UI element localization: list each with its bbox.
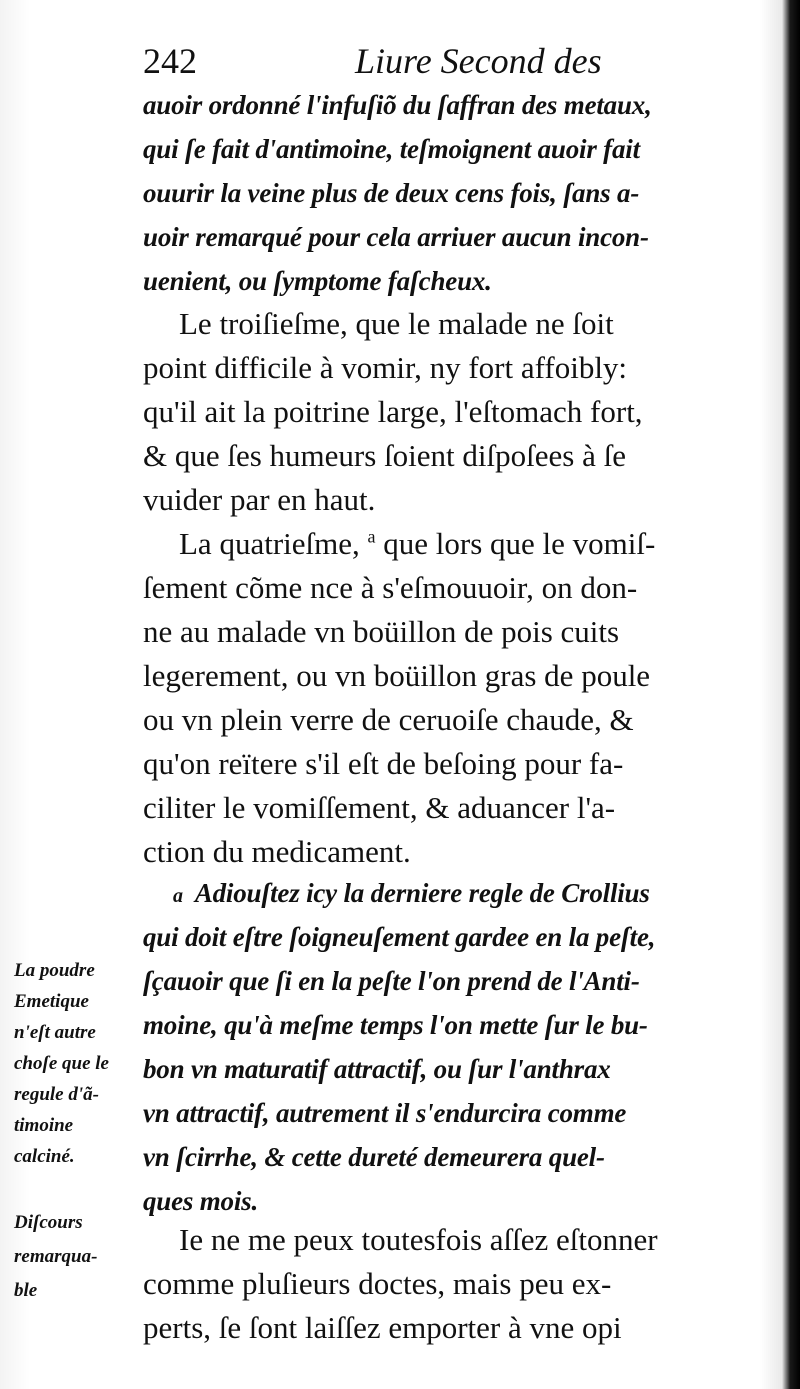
- text-line: vn attractif, autrement il s'endurcira comme: [143, 1098, 627, 1128]
- text-line: uenient, ou ſymptome faſcheux.: [143, 266, 492, 296]
- text-fragment: Adiouſtez icy la derniere regle de Crollius: [194, 878, 650, 908]
- text-line: ciliter le vomiſſement, & aduancer l'a-: [143, 790, 616, 825]
- margin-note-line: ble: [14, 1280, 38, 1301]
- page-number: 242: [143, 41, 197, 81]
- margin-note-line: calciné.: [14, 1146, 75, 1167]
- text-line: ſçauoir que ſi en la peſte l'on prend de l'Anti-: [143, 966, 640, 996]
- margin-note-line: timoine: [14, 1115, 74, 1136]
- text-line: uoir remarqué pour cela arriuer aucun incon-: [143, 222, 649, 252]
- footnote-marker: a: [173, 885, 183, 907]
- running-head: [0, 40, 800, 90]
- margin-note-line: La poudre: [14, 960, 95, 981]
- text-line: Le troiſieſme, que le malade ne ſoit: [179, 306, 614, 341]
- text-line: moine, qu'à meſme temps l'on mette ſur le bu-: [143, 1010, 648, 1040]
- margin-note-line: choſe que le: [14, 1053, 109, 1074]
- text-line: ou vn plein verre de ceruoiſe chaude, &: [143, 702, 634, 737]
- text-line: [143, 878, 798, 922]
- text-line: ques mois.: [143, 1186, 259, 1216]
- text-line: qu'il ait la poitrine large, l'eſtomach fort,: [143, 394, 643, 429]
- margin-note-line: remarqua-: [14, 1246, 98, 1267]
- text-line: bon vn maturatif attractif, ou ſur l'anthrax: [143, 1054, 611, 1084]
- text-line: perts, ſe ſont laiſſez emporter à vne opi: [143, 1310, 622, 1345]
- text-line: & que ſes humeurs ſoient diſpoſees à ſe: [143, 438, 626, 473]
- text-line: ouurir la veine plus de deux cens fois, ſans a-: [143, 178, 640, 208]
- margin-note-line: Diſcours: [14, 1212, 83, 1233]
- text-line: ne au malade vn boüillon de pois cuits: [143, 614, 620, 649]
- text-line: qui ſe fait d'antimoine, teſmoignent auoir fait: [143, 134, 640, 164]
- paragraph-lead: La quatrieſme,: [179, 526, 360, 561]
- text-line: [143, 526, 800, 570]
- margin-note-line: n'eſt autre: [14, 1022, 96, 1043]
- margin-note-line: regule d'ã-: [14, 1084, 99, 1105]
- footnote-marker: a: [367, 526, 376, 547]
- text-line: vn ſcirrhe, & cette dureté demeurera quel-: [143, 1142, 605, 1172]
- text-line: legerement, ou vn boüillon gras de poule: [143, 658, 651, 693]
- text-fragment: que lors que le vomiſ-: [383, 526, 656, 561]
- text-line: qui doit eſtre ſoigneuſement gardee en la peſte,: [143, 922, 656, 952]
- text-line: ction du medicament.: [143, 834, 411, 869]
- text-line: point difficile à vomir, ny fort affoibly:: [143, 350, 628, 385]
- text-line: ſement cõme nce à s'eſmouuoir, on don-: [143, 570, 638, 605]
- text-line: comme pluſieurs doctes, mais peu ex-: [143, 1266, 612, 1301]
- text-line: auoir ordonné l'infuſiõ du ſaffran des metaux,: [143, 90, 652, 120]
- text-line: qu'on reïtere s'il eſt de beſoing pour fa-: [143, 746, 624, 781]
- running-title: Liure Second des: [355, 41, 602, 81]
- text-line: Ie ne me peux toutesfois aſſez eſtonner: [179, 1222, 658, 1257]
- text-line: vuider par en haut.: [143, 482, 376, 517]
- margin-note-line: Emetique: [14, 991, 89, 1012]
